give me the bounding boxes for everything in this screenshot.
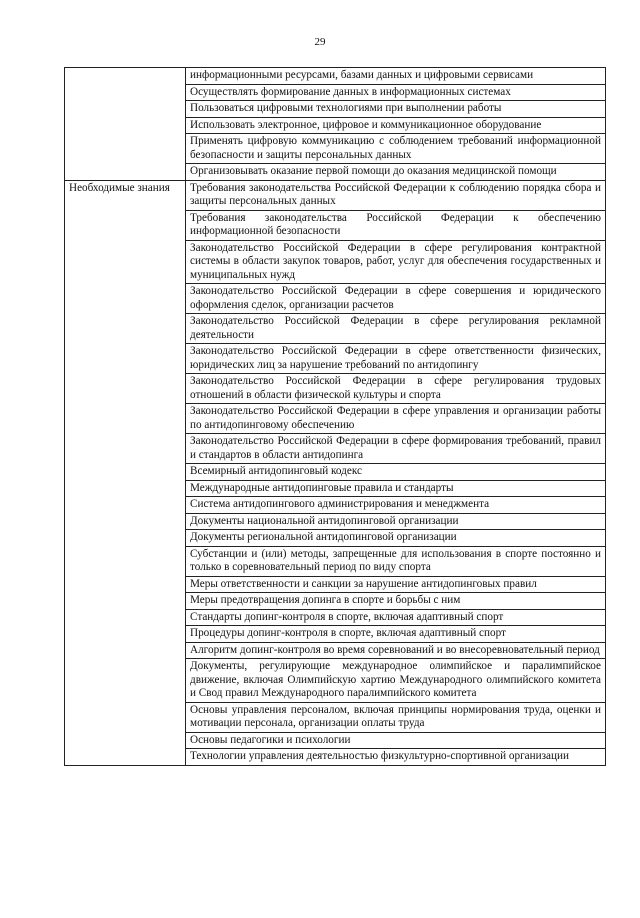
table-cell-knowledge: Субстанции и (или) методы, запрещенные для использования в спорте постоянно и только в соревновательный период по виду спорта: [186, 546, 606, 576]
table-cell-knowledge: Законодательство Российской Федерации в сфере управления и организации работы по антидопинговому обеспечению: [186, 404, 606, 434]
empty-label-cell: [65, 68, 186, 181]
table-cell-skill: Применять цифровую коммуникацию с соблюдением требований информационной безопасности и защиты персональных данных: [186, 134, 606, 164]
page-number: 29: [314, 36, 326, 48]
table-cell-knowledge: Законодательство Российской Федерации в сфере регулирования рекламной деятельности: [186, 314, 606, 344]
table-cell-skill: информационными ресурсами, базами данных и цифровыми сервисами: [186, 68, 606, 85]
table-cell-knowledge: Законодательство Российской Федерации в сфере формирования требований, правил и стандартов в области антидопинга: [186, 434, 606, 464]
table-cell-knowledge: Международные антидопинговые правила и стандарты: [186, 480, 606, 497]
table-cell-knowledge: Основы педагогики и психологии: [186, 732, 606, 749]
table-cell-knowledge: Требования законодательства Российской Федерации к соблюдению порядка сбора и защиты персональных данных: [186, 180, 606, 210]
knowledge-label-cell: [65, 180, 186, 765]
table-cell-knowledge: Стандарты допинг-контроля в спорте, включая адаптивный спорт: [186, 609, 606, 626]
table-cell-knowledge: Система антидопингового администрирования и менеджмента: [186, 497, 606, 514]
requirements-table: [64, 67, 606, 766]
table-cell-knowledge: Меры предотвращения допинга в спорте и борьбы с ним: [186, 593, 606, 610]
table-cell-knowledge: Документы региональной антидопинговой организации: [186, 530, 606, 547]
table-cell-knowledge: Процедуры допинг-контроля в спорте, включая адаптивный спорт: [186, 626, 606, 643]
table-cell-knowledge: Документы, регулирующие международное олимпийское и паралимпийское движение, включая Олимпийскую хартию Международного олимпийского комитета и Свод правил Международного паралимпийского комитета: [186, 659, 606, 703]
table-cell-skill: Использовать электронное, цифровое и коммуникационное оборудование: [186, 117, 606, 134]
table-cell-skill: Осуществлять формирование данных в информационных системах: [186, 84, 606, 101]
table-cell-knowledge: Меры ответственности и санкции за нарушение антидопинговых правил: [186, 576, 606, 593]
table-cell-knowledge: Алгоритм допинг-контроля во время соревнований и во внесоревновательный период: [186, 642, 606, 659]
table-cell-knowledge: Законодательство Российской Федерации в сфере ответственности физических, юридических лиц за нарушение требований по антидопингу: [186, 344, 606, 374]
table-cell-knowledge: Законодательство Российской Федерации в сфере регулирования трудовых отношений в области физической культуры и спорта: [186, 374, 606, 404]
table-cell-knowledge: Требования законодательства Российской Федерации к обеспечению информационной безопасности: [186, 210, 606, 240]
table-row: [65, 180, 606, 210]
table-cell-knowledge: Документы национальной антидопинговой организации: [186, 513, 606, 530]
table-cell-knowledge: Законодательство Российской Федерации в сфере регулирования контрактной системы в области закупок товаров, работ, услуг для обеспечения государственных и муниципальных нужд: [186, 240, 606, 284]
knowledge-label: Необходимые знания: [69, 181, 170, 194]
requirements-table-body: [65, 68, 606, 766]
table-cell-knowledge: Технологии управления деятельностью физкультурно-спортивной организации: [186, 749, 606, 766]
table-cell-knowledge: Законодательство Российской Федерации в сфере совершения и юридического оформления сделок, организации расчетов: [186, 284, 606, 314]
table-cell-knowledge: Всемирный антидопинговый кодекс: [186, 464, 606, 481]
table-cell-knowledge: Основы управления персоналом, включая принципы нормирования труда, оценки и мотивации персонала, организации оплаты труда: [186, 702, 606, 732]
table-row: [65, 68, 606, 85]
table-cell-skill: Пользоваться цифровыми технологиями при выполнении работы: [186, 101, 606, 118]
table-cell-skill: Организовывать оказание первой помощи до оказания медицинской помощи: [186, 164, 606, 181]
